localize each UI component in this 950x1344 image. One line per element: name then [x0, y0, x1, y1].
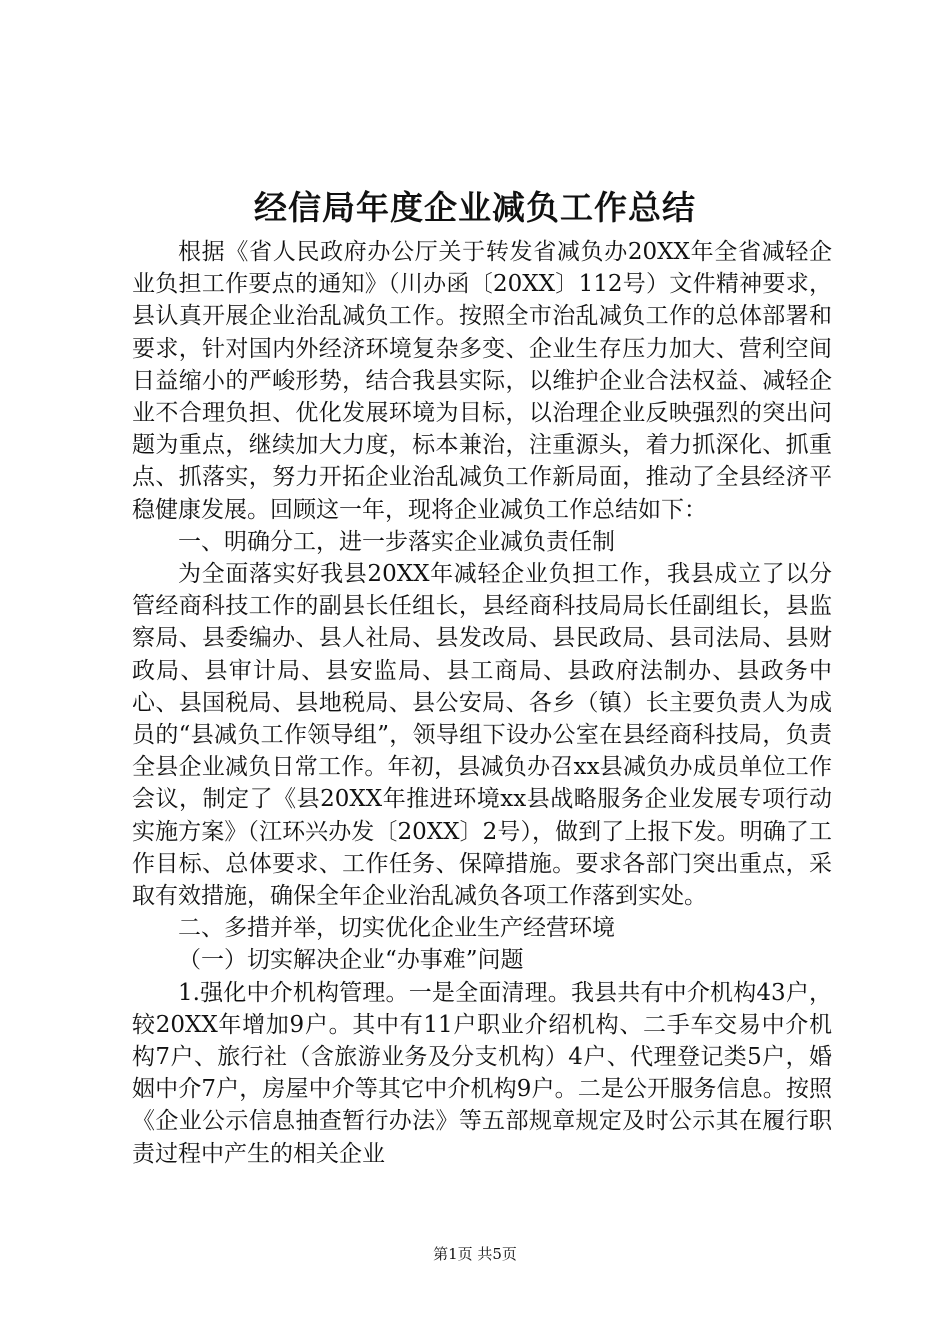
page-footer: 第1页 共5页 — [433, 1245, 517, 1263]
section-heading-2: 二、多措并举，切实优化企业生产经营环境 — [178, 915, 615, 942]
document-body — [132, 236, 832, 1170]
subsection-heading-1: （一）切实解决企业“办事难”问题 — [178, 947, 524, 974]
paragraph-section-1: 为全面落实好我县20XX年减轻企业负担工作，我县成立了以分管经商科技工作的副县长任组长，县经商科技局局长任副组长，县监察局、县委编办、县人社局、县发改局、县民政局、县司法局、县财政局、县审计局、县安监局、县工商局、县政府法制办、县政务中心、县国税局、县地税局、县公安局、各乡（镇）长主要负责人为成员的“县减负工作领导组”，领导组下设办公室在县经商科技局，负责全县企业减负日常工作。年初，县减负办召xx县减负办成员单位工作会议，制定了《县20XX年推进环境xx县战略服务企业发展专项行动实施方案》（江环兴办发〔20XX〕2号），做到了上报下发。明确了工作目标、总体要求、工作任务、保障措施。要求各部门突出重点，采取有效措施，确保全年企业治乱减负各项工作落到实处。 — [132, 561, 832, 910]
document-title: 经信局年度企业减负工作总结 — [254, 188, 696, 227]
section-heading-1: 一、明确分工，进一步落实企业减负责任制 — [178, 528, 615, 555]
paragraph-intro: 根据《省人民政府办公厅关于转发省减负办20XX年全省减轻企业负担工作要点的通知》（川办函〔20XX〕112号）文件精神要求，县认真开展企业治乱减负工作。按照全市治乱减负工作的总体部署和要求，针对国内外经济环境复杂多变、企业生存压力加大、营利空间日益缩小的严峻形势，结合我县实际，以维护企业合法权益、减轻企业不合理负担、优化发展环境为目标，以治理企业反映强烈的突出问题为重点，继续加大力度，标本兼治，注重源头，着力抓深化、抓重点、抓落实，努力开拓企业治乱减负工作新局面，推动了全县经济平稳健康发展。回顾这一年，现将企业减负工作总结如下： — [132, 239, 832, 523]
paragraph-subsection-1: 1.强化中介机构管理。一是全面清理。我县共有中介机构43户，较20XX年增加9户。其中有11户职业介绍机构、二手车交易中介机构7户、旅行社（含旅游业务及分支机构）4户、代理登记类5户，婚姻中介7户，房屋中介等其它中介机构9户。二是公开服务信息。按照《企业公示信息抽查暂行办法》等五部规章规定及时公示其在履行职责过程中产生的相关企业 — [132, 979, 832, 1167]
